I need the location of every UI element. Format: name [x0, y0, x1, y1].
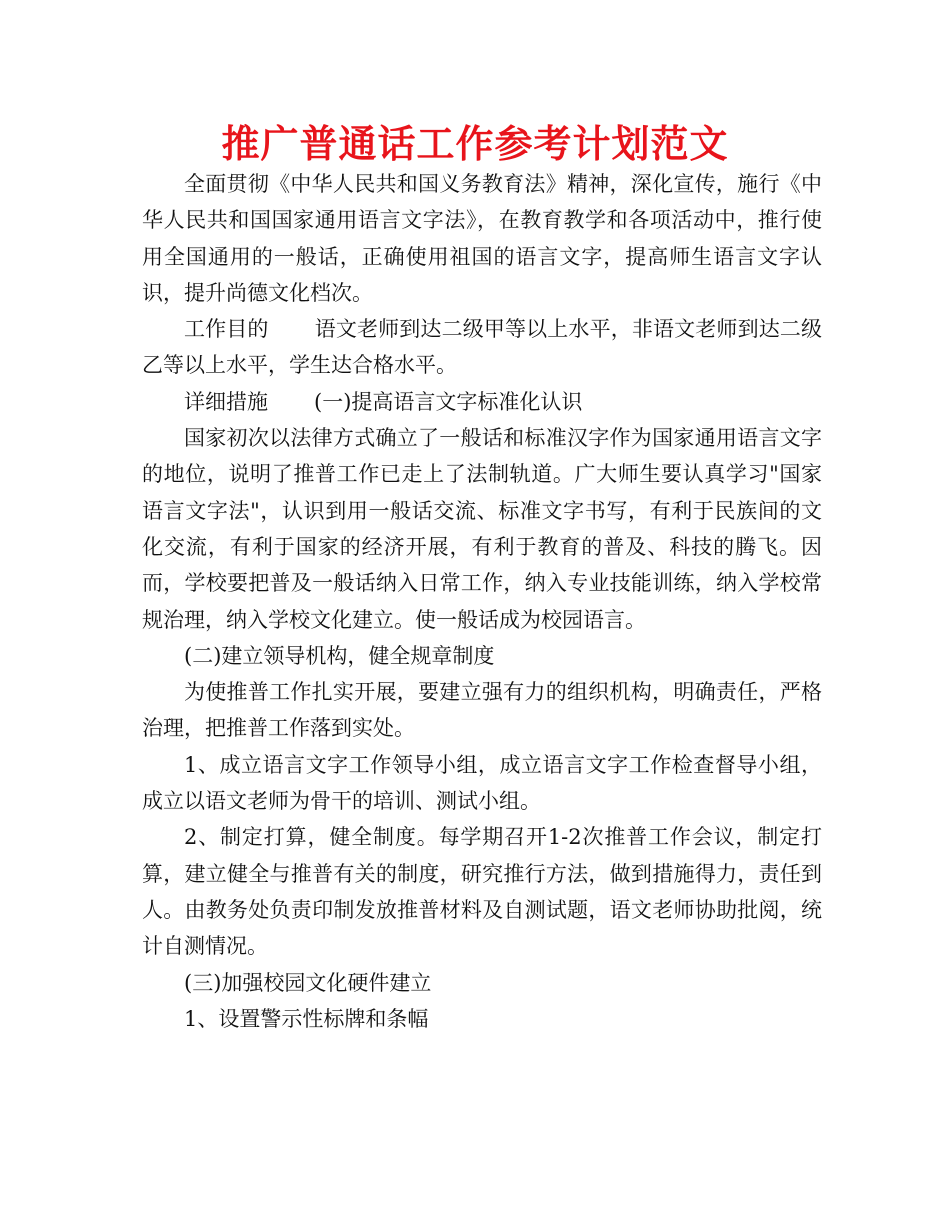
paragraph-organization: [142, 674, 822, 747]
paragraph-text: 1、成立语言文字工作领导小组，成立语言文字工作检查督导小组，成立以语文老师为骨干的培训、测试小组。: [142, 752, 822, 814]
paragraph-text: 国家初次以法律方式确立了一般话和标准汉字作为国家通用语言文字的地位，说明了推普工作已走上了法制轨道。广大师生要认真学习"国家语言文字法"，认识到用一般话交流、标准文字书写，有利于民族间的文化交流，有利于国家的经济开展，有利于教育的普及、科技的腾飞。因而，学校要把普及一般话纳入日常工作，纳入专业技能训练，纳入学校常规治理，纳入学校文化建立。使一般话成为校园语言。: [142, 426, 822, 632]
heading-section-3: [142, 965, 822, 1001]
list-item-2: [142, 819, 822, 964]
document-title: 推广普通话工作参考计划范文: [221, 122, 729, 166]
document-body: [142, 166, 822, 1037]
paragraph-text: (一)提高语言文字标准化认识: [314, 389, 583, 414]
list-item-3: [142, 1001, 822, 1037]
paragraph-goals: [142, 311, 822, 384]
paragraph-text: 2、制定打算，健全制度。每学期召开1-2次推普工作会议，制定打算，建立健全与推普有关的制度，研究推行方法，做到措施得力，责任到人。由教务处负责印制发放推普材料及自测试题，语文老师协助批阅，统计自测情况。: [142, 825, 822, 959]
paragraph-measures: [142, 384, 822, 420]
paragraph-text: 1、设置警示性标牌和条幅: [184, 1006, 429, 1031]
paragraph-label: 详细措施: [184, 389, 268, 414]
paragraph-text: 语文老师到达二级甲等以上水平，非语文老师到达二级乙等以上水平，学生达合格水平。: [142, 317, 823, 378]
paragraph-text: 为使推普工作扎实开展，要建立强有力的组织机构，明确责任，严格治理，把推普工作落到实处。: [142, 680, 822, 741]
paragraph-label: 工作目的: [184, 317, 269, 342]
paragraph-intro: [142, 166, 822, 311]
paragraph-law: [142, 420, 822, 638]
paragraph-text: (三)加强校园文化硬件建立: [184, 970, 432, 995]
list-item-1: [142, 747, 822, 820]
heading-section-2: [142, 638, 822, 674]
paragraph-text: (二)建立领导机构，健全规章制度: [184, 643, 495, 668]
paragraph-text: 全面贯彻《中华人民共和国义务教育法》精神，深化宣传，施行《中华人民共和国国家通用语言文字法》，在教育教学和各项活动中，推行使用全国通用的一般话，正确使用祖国的语言文字，提高师生语言文字认识，提升尚德文化档次。: [142, 172, 822, 305]
